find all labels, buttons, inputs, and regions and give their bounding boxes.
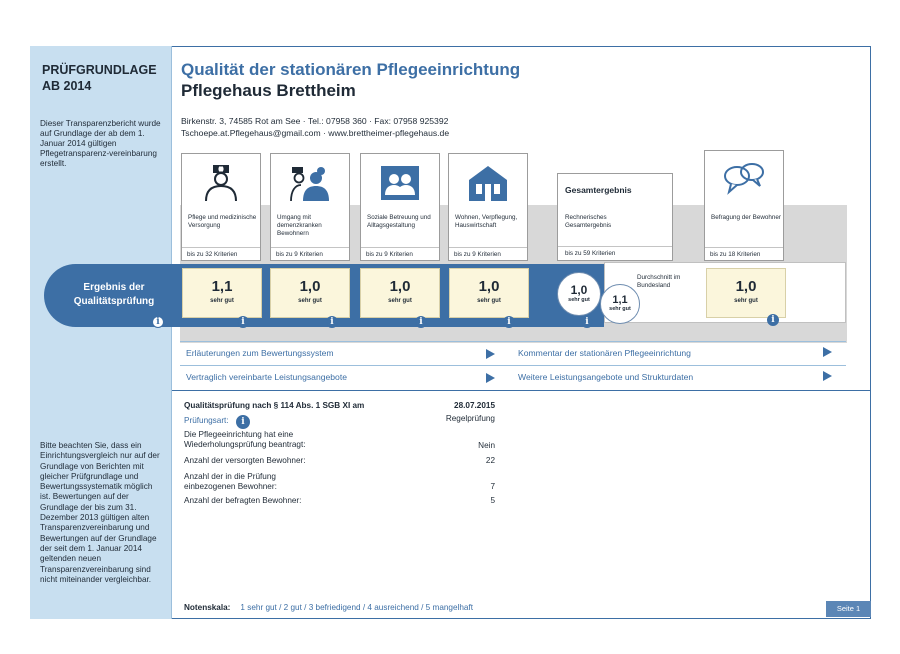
info-icon-band[interactable]: i [152, 316, 164, 328]
divider [172, 390, 870, 391]
sidebar-title-line1: PRÜFGRUNDLAGE [42, 63, 157, 77]
score-dementia [270, 268, 350, 318]
link-label: Erläuterungen zum Bewertungssystem [186, 348, 334, 358]
grading-scale-text: 1 sehr gut / 2 gut / 3 befriedigend / 4 ausreichend / 5 mangelhaft [240, 603, 474, 612]
category-card-social [360, 153, 440, 261]
overall-result-card [557, 173, 673, 261]
page-number: Seite 1 [826, 601, 871, 617]
overall-grade: sehr gut [568, 297, 590, 303]
residents-value: 22 [485, 456, 495, 465]
score-value: 1,0 [735, 278, 757, 295]
score-grade: sehr gut [210, 298, 234, 304]
sidebar-note-top: Dieser Transparenzbericht wurde auf Grundlage der ab dem 1. Januar 2014 gültigen Pflegetransparenz-vereinbarung erstellt. [40, 119, 161, 168]
link-facility-comment[interactable] [512, 342, 846, 365]
arrow-right-icon[interactable] [486, 373, 495, 383]
category-card-care [181, 153, 261, 261]
info-icon-care[interactable]: i [237, 316, 249, 328]
nurse-icon [200, 164, 242, 202]
arrow-right-icon[interactable] [486, 349, 495, 359]
facility-address: Birkenstr. 3, 74585 Rot am See · Tel.: 07958 360 · Fax: 07958 925392 [181, 116, 449, 126]
results-band-label: Ergebnis der Qualitätsprüfung [73, 282, 155, 307]
link-label: Weitere Leistungsangebote und Strukturdaten [518, 372, 694, 382]
category-criteria: bis zu 9 Kriterien [361, 247, 439, 261]
overall-score-circle [557, 272, 601, 316]
link-further-services[interactable] [512, 366, 846, 389]
facility-name: Pflegehaus Brettheim [181, 81, 356, 100]
info-icon-social[interactable]: i [415, 316, 427, 328]
score-value: 1,0 [478, 278, 500, 295]
sidebar-title-line2: AB 2014 [42, 79, 92, 93]
overall-criteria: bis zu 59 Kriterien [558, 246, 672, 260]
score-grade: sehr gut [734, 298, 758, 304]
overall-label: Rechnerisches Gesamtergebnis [565, 214, 612, 229]
inspection-heading: Qualitätsprüfung nach § 114 Abs. 1 SGB XI am [184, 401, 365, 410]
score-survey [706, 268, 786, 318]
category-label: Wohnen, Verpflegung, Hauswirtschaft [455, 214, 518, 229]
link-rating-system[interactable] [180, 342, 510, 365]
asked-residents-value: 5 [490, 496, 495, 505]
speech-bubbles-icon [723, 161, 765, 199]
repeat-inspection-value: Nein [478, 441, 495, 450]
info-icon-inspection-type[interactable]: i [236, 415, 250, 429]
link-label: Kommentar der stationären Pflegeeinrichtung [518, 348, 691, 358]
arrow-right-icon[interactable] [823, 347, 832, 357]
category-label: Pflege und medizinische Versorgung [188, 214, 257, 229]
inspection-date: 28.07.2015 [454, 401, 495, 410]
category-card-living [448, 153, 528, 261]
score-living [449, 268, 529, 318]
info-icon-overall[interactable]: i [581, 316, 593, 328]
sidebar-note-bottom: Bitte beachten Sie, dass ein Einrichtungsvergleich nur auf der Grundlage von Berichten mit gleicher Prüfgrundlage und Bewertungssystematik möglich ist. Bewertungen auf der Grundlage der bis zum 31. Dezember 2013 gültigen alten Transparenzvereinbarung und Bewertungen auf der Grundlage der seit dem 1. Januar 2014 geltenden neuen Transparenzvereinbarung sind nicht miteinander vergleichbar. [40, 441, 160, 584]
sidebar-title [42, 62, 162, 94]
house-icon [467, 164, 509, 202]
score-care [182, 268, 262, 318]
repeat-inspection-label: Die Pflegeeinrichtung hat eine Wiederholungsprüfung beantragt: [184, 430, 306, 449]
asked-residents-label: Anzahl der befragten Bewohner: [184, 496, 302, 505]
facility-contact [181, 115, 449, 139]
grading-scale [184, 603, 473, 612]
score-value: 1,0 [389, 278, 411, 295]
score-social [360, 268, 440, 318]
facility-email-web: Tschoepe.at.Pflegehaus@gmail.com · www.brettheimer-pflegehaus.de [181, 128, 450, 138]
state-average-score: 1,1 [612, 294, 628, 306]
category-criteria: bis zu 18 Kriterien [705, 247, 783, 261]
category-criteria: bis zu 32 Kriterien [182, 247, 260, 261]
score-grade: sehr gut [477, 298, 501, 304]
social-care-icon [379, 164, 421, 202]
category-label: Soziale Betreuung und Alltagsgestaltung [367, 214, 431, 229]
score-value: 1,1 [211, 278, 233, 295]
grading-scale-label: Notenskala: [184, 603, 231, 612]
page-title: Qualität der stationären Pflegeeinrichtung [181, 60, 521, 79]
category-card-dementia [270, 153, 350, 261]
inspection-type-label: Prüfungsart: [184, 416, 229, 425]
residents-label: Anzahl der versorgten Bewohner: [184, 456, 306, 465]
score-grade: sehr gut [388, 298, 412, 304]
category-label: Umgang mit demenzkranken Bewohnern [277, 214, 322, 237]
overall-title: Gesamtergebnis [565, 185, 632, 195]
info-icon-living[interactable]: i [503, 316, 515, 328]
included-residents-value: 7 [490, 482, 495, 491]
link-label: Vertraglich vereinbarte Leistungsangebote [186, 372, 348, 382]
score-value: 1,0 [299, 278, 321, 295]
state-average-label: Durchschnitt im Bundesland [637, 274, 681, 289]
info-icon-survey[interactable]: i [767, 314, 779, 326]
category-card-survey [704, 150, 784, 261]
dementia-care-icon [289, 164, 331, 202]
overall-score: 1,0 [570, 283, 588, 297]
info-icon-dementia[interactable]: i [326, 316, 338, 328]
category-criteria: bis zu 9 Kriterien [271, 247, 349, 261]
score-grade: sehr gut [298, 298, 322, 304]
category-label: Befragung der Bewohner [711, 214, 782, 221]
state-average-circle [600, 284, 640, 324]
inspection-type-value: Regelprüfung [445, 414, 495, 423]
arrow-right-icon[interactable] [823, 371, 832, 381]
category-criteria: bis zu 9 Kriterien [449, 247, 527, 261]
included-residents-label: Anzahl der in die Prüfung einbezogenen Bewohner: [184, 472, 277, 491]
link-contracted-services[interactable] [180, 366, 510, 389]
state-average-grade: sehr gut [609, 306, 631, 312]
